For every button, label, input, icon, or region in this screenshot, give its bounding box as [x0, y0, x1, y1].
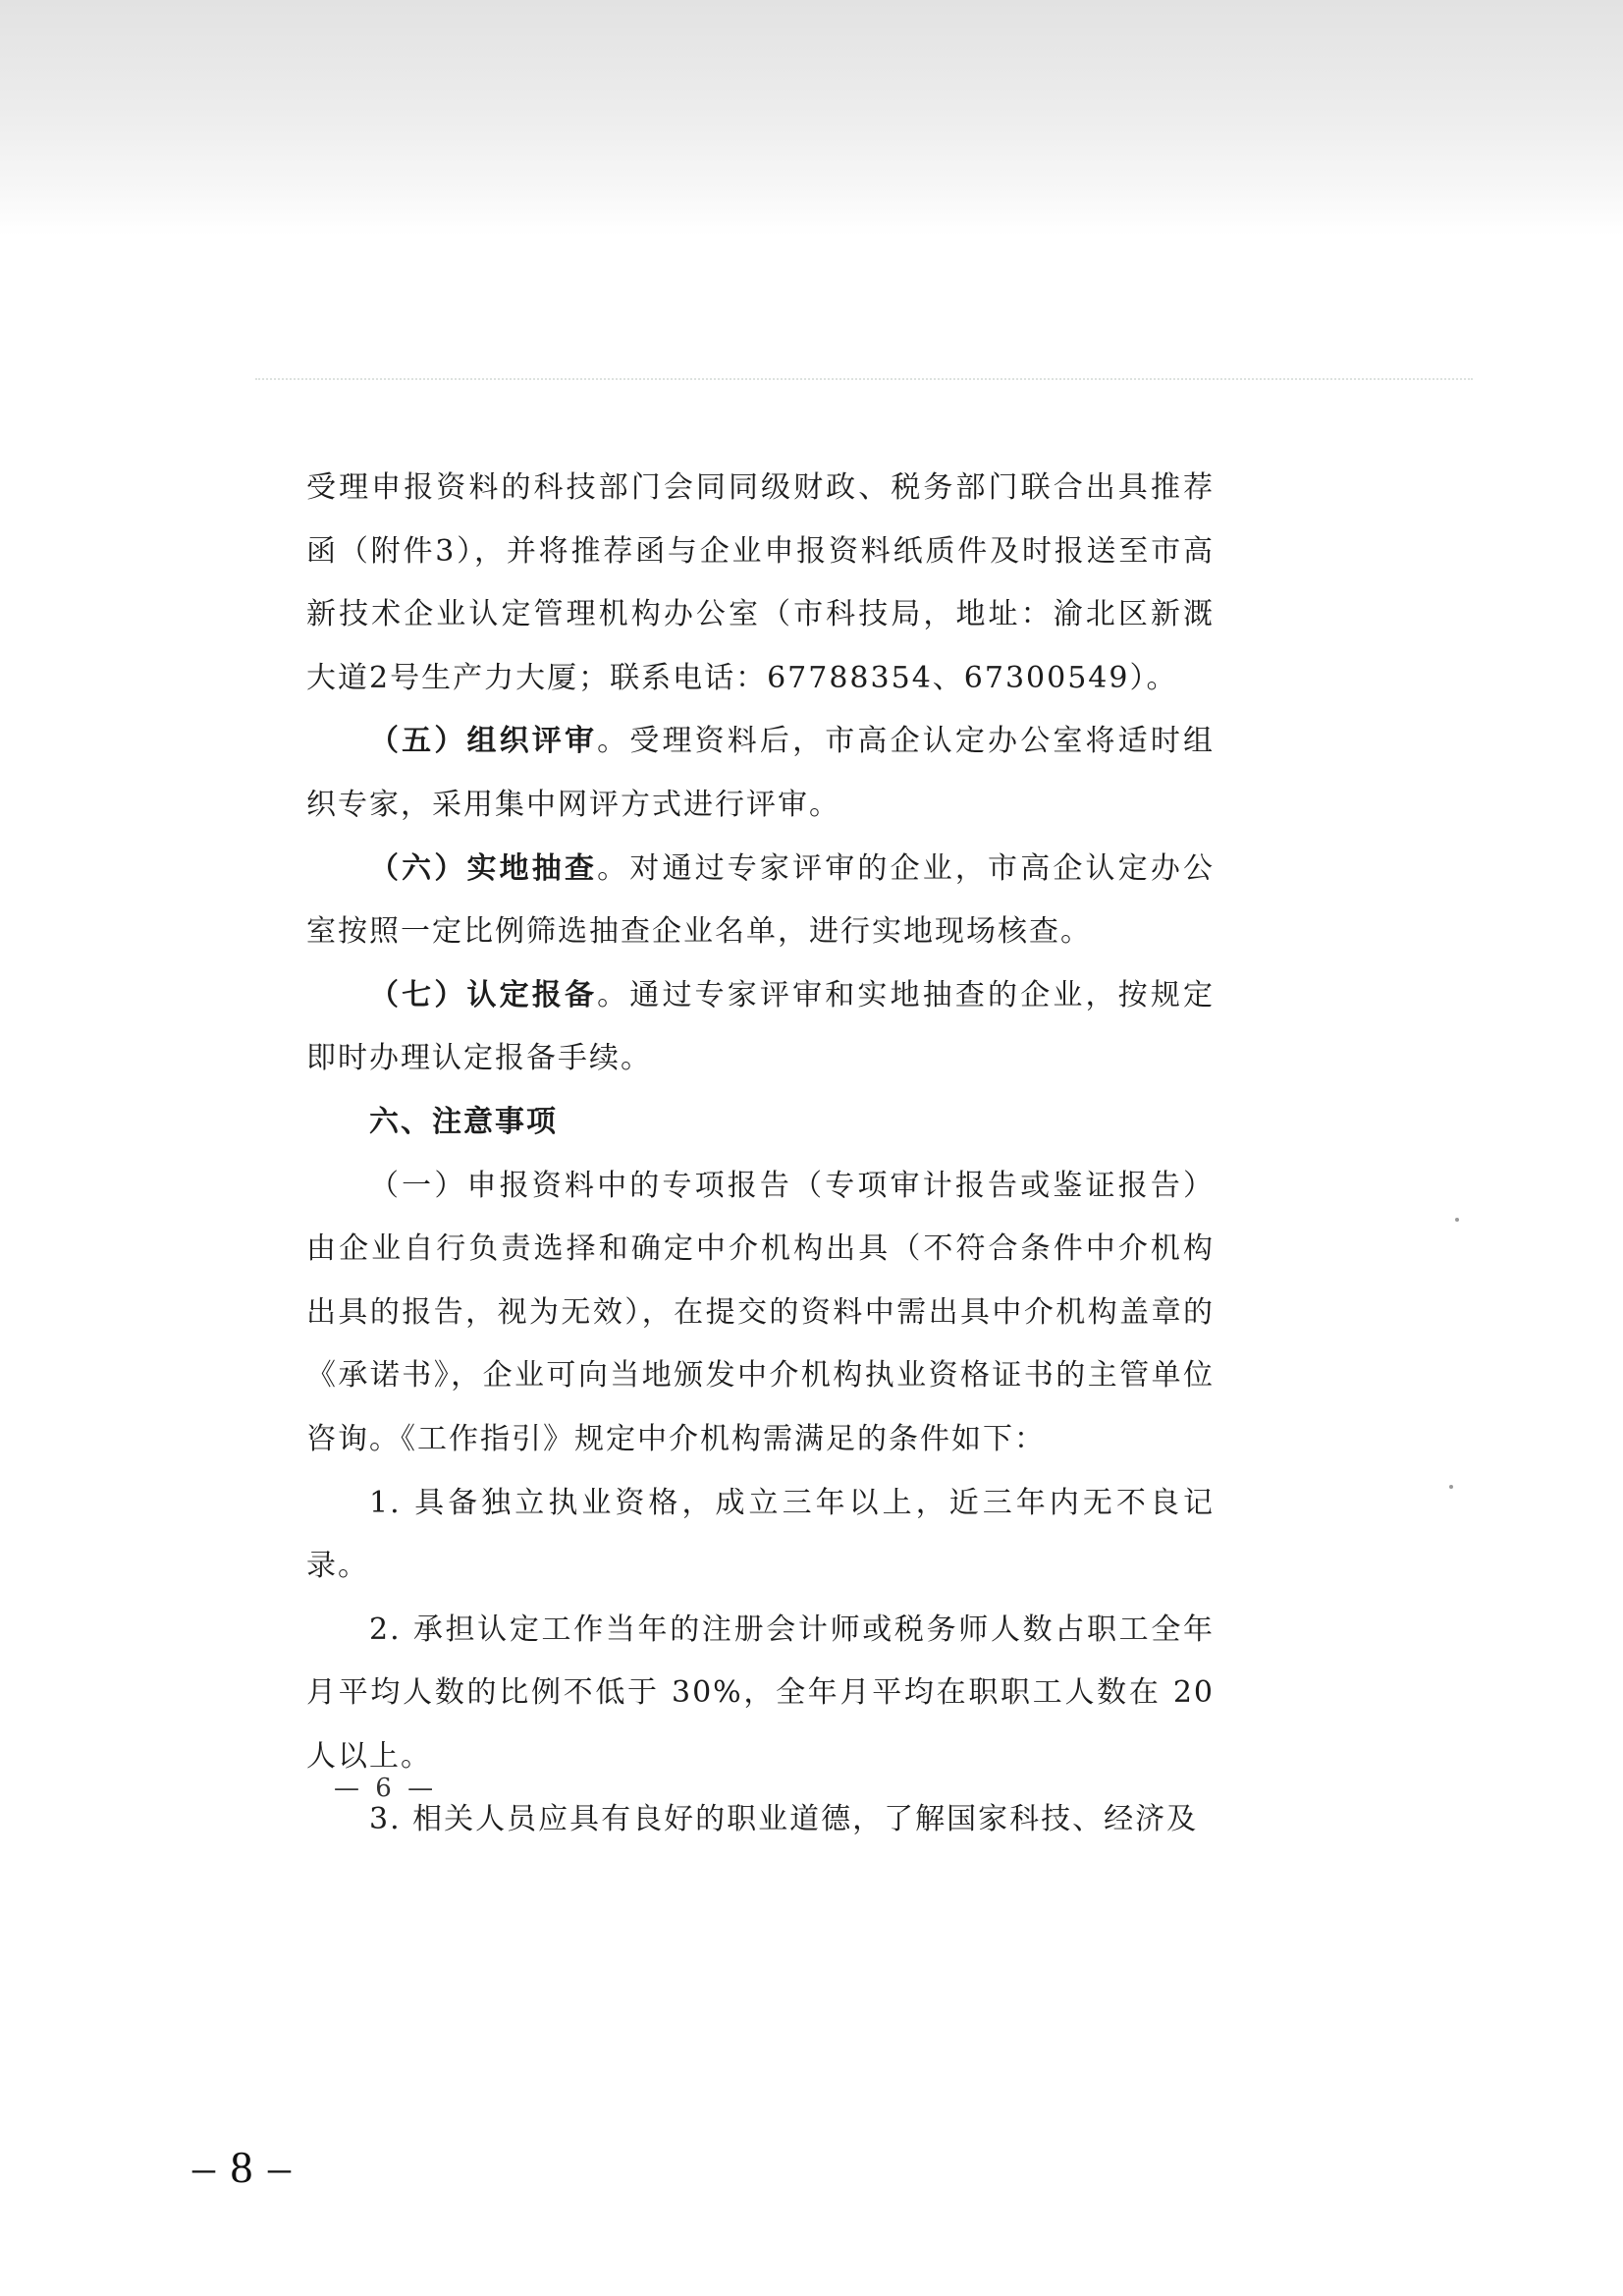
document-body — [306, 457, 1215, 1852]
paragraph-organize-review — [306, 710, 1215, 837]
scan-speck — [1455, 1218, 1459, 1222]
list-item-condition-2: 2. 承担认定工作当年的注册会计师或税务师人数占职工全年月平均人数的比例不低于 30%，全年月平均在职职工人数在 20 人以上。 — [306, 1612, 1215, 1774]
scan-speck — [1449, 1485, 1453, 1489]
section-heading: 六、注意事项 — [369, 1104, 558, 1139]
list-item-condition-3: 3. 相关人员应具有良好的职业道德，了解国家科技、经济及 — [369, 1802, 1199, 1837]
paragraph-site-inspection — [306, 838, 1215, 964]
inner-page-number: — 6 — — [334, 1774, 438, 1803]
section-lead: （六）实地抽查 — [369, 850, 598, 886]
paragraph-special-report: （一）申报资料中的专项报告（专项审计报告或鉴证报告）由企业自行负责选择和确定中介机构出具（不符合条件中介机构出具的报告，视为无效），在提交的资料中需出具中介机构盖章的《承诺书》，企业可向当地颁发中介机构执业资格证书的主管单位咨询。《工作指引》规定中介机构需满足的条件如下： — [306, 1168, 1215, 1456]
paragraph-filing — [306, 964, 1215, 1091]
section-lead: （五）组织评审 — [369, 724, 598, 759]
paragraph-text: 。对通过专家评审的企业，市高企认定办公室按照一定比例筛选抽查企业名单，进行实地现场核查。 — [306, 850, 1216, 950]
list-item-condition-1: 1. 具备独立执业资格，成立三年以上，近三年内无不良记录。 — [306, 1485, 1215, 1584]
paragraph-text: 。受理资料后，市高企认定办公室将适时组织专家，采用集中网评方式进行评审。 — [306, 724, 1216, 822]
outer-page-number: – 8 – — [192, 2142, 293, 2192]
scan-artifact — [255, 378, 1473, 382]
section-lead: （七）认定报备 — [369, 977, 598, 1012]
scan-shadow — [0, 0, 1623, 236]
paragraph-text: 。通过专家评审和实地抽查的企业，按规定即时办理认定报备手续。 — [306, 977, 1216, 1076]
paragraph-referral-letter: 受理申报资料的科技部门会同同级财政、税务部门联合出具推荐函（附件3），并将推荐函与企业申报资料纸质件及时报送至市高新技术企业认定管理机构办公室（市科技局，地址：渝北区新溉大道2号生产力大厦；联系电话：67788354、67300549）。 — [306, 470, 1215, 695]
